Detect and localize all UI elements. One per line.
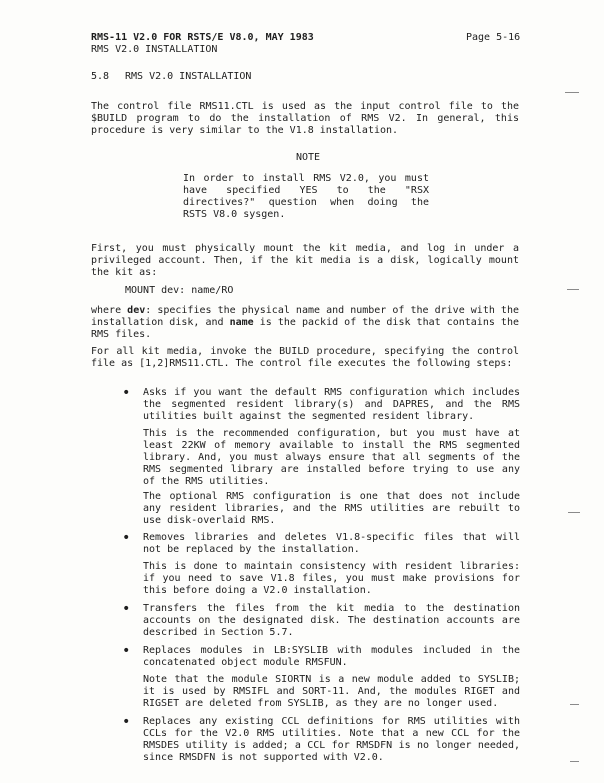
bullet-2: • (122, 530, 131, 546)
mount-command: MOUNT dev: name/RO (125, 285, 234, 296)
build-paragraph: For all kit media, invoke the BUILD procedure, specifying the control file as [1,2]RMS11.CTL. The control file executes the following steps: (91, 346, 519, 369)
where-term-name: name (229, 317, 254, 328)
section-number: 5.8 (91, 71, 110, 82)
where-term-dev: dev (127, 305, 146, 316)
bullet-5: • (122, 714, 131, 730)
where-text-2: : specifies the physical name and number of the drive with the installation disk, and (91, 305, 519, 328)
where-text-3: is the packid of the disk that contains the RMS files. (91, 317, 519, 340)
header-subtitle: RMS V2.0 INSTALLATION (91, 44, 218, 55)
step-4-detail-1: Note that the module SIORTN is a new module added to SYSLIB; it is used by RMSIFL and SORT-11. And, the modules RIGET and RIGSET are deleted from SYSLIB, as they are no longer used. (143, 674, 520, 709)
margin-mark (570, 704, 579, 705)
note-body: In order to install RMS V2.0, you must have specified YES to the "RSX directives?" question when doing the RSTS V8.0 sysgen. (183, 173, 429, 220)
step-3-text: Transfers the files from the kit media to the destination accounts on the designated disk. The destination accounts are described in Section 5.7. (143, 603, 520, 638)
mount-paragraph: First, you must physically mount the kit media, and log in under a privileged account. Then, if the kit media is a disk, logically mount the kit as: (91, 243, 519, 278)
running-header (91, 32, 314, 56)
margin-mark (565, 92, 579, 93)
bullet-4: • (122, 643, 131, 659)
where-paragraph (91, 305, 519, 341)
margin-mark (567, 289, 579, 290)
where-text-1: where (91, 305, 128, 316)
margin-mark (570, 761, 579, 762)
step-5-text: Replaces any existing CCL definitions for RMS utilities with CCLs for the V2.0 RMS utilities. Note that a new CCL for the RMSDES utility is added; a CCL for RMSDFN is no longer needed, since RMSDFN is not supported with V2.0. (143, 716, 520, 763)
margin-mark (568, 512, 580, 513)
section-title: RMS V2.0 INSTALLATION (125, 71, 252, 82)
bullet-3: • (122, 601, 131, 617)
page-number: Page 5-16 (466, 32, 521, 43)
intro-paragraph: The control file RMS11.CTL is used as the input control file to the $BUILD program to do the installation of RMS V2. In general, this procedure is very similar to the V1.8 installation. (91, 101, 519, 136)
step-1-detail-1: This is the recommended configuration, but you must have at least 22KW of memory available to install the RMS segmented library. And, you must always ensure that all segments of the RMS segmented library are installed before trying to use any of the RMS utilities. (143, 428, 520, 487)
header-title: RMS-11 V2.0 FOR RSTS/E V8.0, MAY 1983 (91, 32, 314, 43)
step-1-detail-2: The optional RMS configuration is one that does not include any resident libraries, and the RMS utilities are rebuilt to use disk-overlaid RMS. (143, 491, 520, 526)
section-heading (91, 71, 251, 83)
step-1-text: Asks if you want the default RMS configuration which includes the segmented resident library(s) and DAPRES, and the RMS utilities built against the segmented resident library. (143, 387, 520, 422)
note-title: NOTE (296, 152, 321, 163)
step-2-detail-1: This is done to maintain consistency with resident libraries: if you need to save V1.8 files, you must make provisions for this before doing a V2.0 installation. (143, 561, 520, 596)
bullet-1: • (122, 385, 131, 401)
step-4-text: Replaces modules in LB:SYSLIB with modules included in the concatenated object module RMSFUN. (143, 645, 520, 668)
step-2-text: Removes libraries and deletes V1.8-specific files that will not be replaced by the installation. (143, 532, 520, 555)
